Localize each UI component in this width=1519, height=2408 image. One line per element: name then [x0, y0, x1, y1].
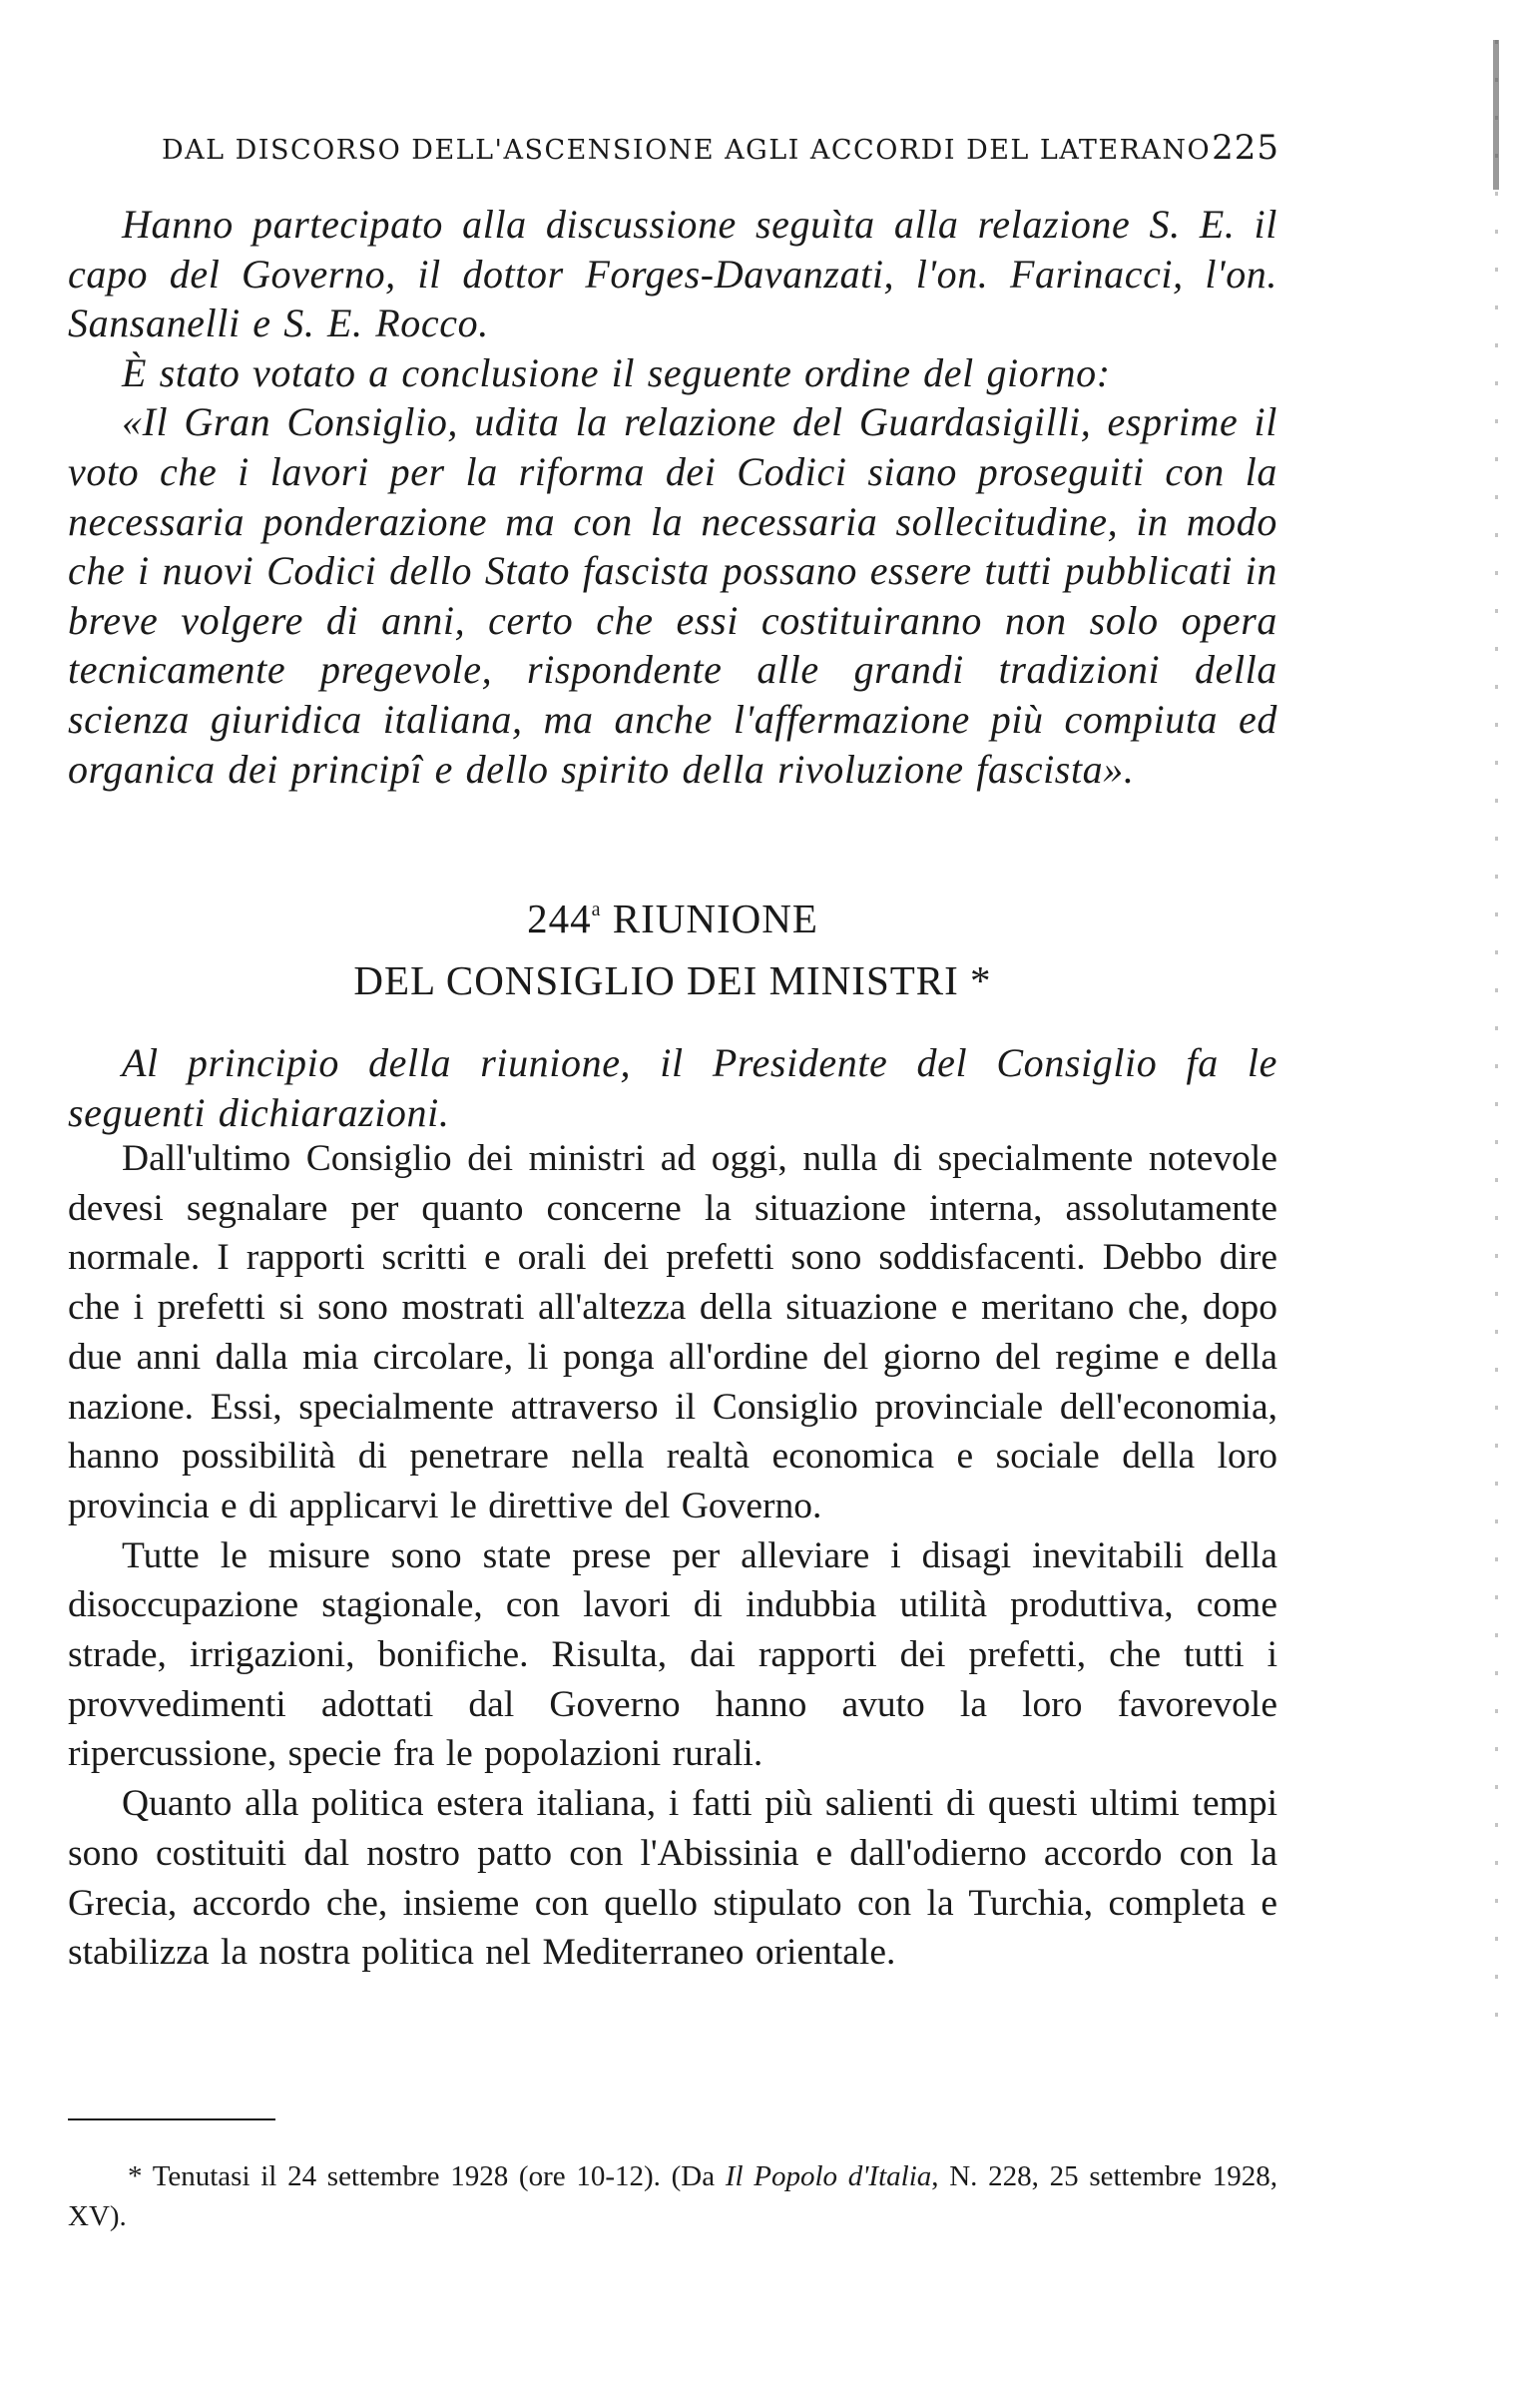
- meeting-number: 244: [527, 896, 592, 941]
- body-paragraph-internal-situation: Dall'ultimo Consiglio dei ministri ad oggi, nulla di specialmente notevole devesi segnalare per quanto concerne la situazione interna, assolutamente normale. I rapporti scritti e orali dei prefetti sono soddisfacenti. Debbo dire che i prefetti si sono mostrati all'altezza della situazione e meritano che, dopo due anni dalla mia circolare, li ponga all'ordine del giorno del regime e della nazione. Essi, specialmente attraverso il Consiglio provinciale dell'economia, hanno possibilità di penetrare nella realtà economica e sociale della loro provincia e di applicarvi le direttive del Governo.: [68, 1138, 1277, 1526]
- footnote-source: Il Popolo d'Italia: [725, 2160, 932, 2192]
- body-paragraph-unemployment: Tutte le misure sono state prese per alleviare i disagi inevitabili della disoccupazione stagionale, con lavori di indubbia utilità produttiva, come strade, irrigazioni, bonifiche. Risulta, dai rapporti dei prefetti, che tutti i provvedimenti adottati dal Governo hanno avuto la loro favorevole ripercussione, specie fra le popolazioni rurali.: [68, 1534, 1277, 1775]
- intro-section: [68, 200, 1277, 794]
- intro-vote-paragraph: È stato votato a conclusione il seguente ordine del giorno:: [122, 349, 1111, 395]
- meeting-ordinal: a: [591, 899, 602, 920]
- body-paragraph-foreign-policy: Quanto alla politica estera italiana, i fatti più salienti di questi ultimi tempi sono costituiti dal nostro patto con l'Abissinia e dall'odierno accordo con la Grecia, accordo che, insieme con quello stipulato con la Turchia, completa e stabilizza la nostra politica nel Mediterraneo orientale.: [68, 1783, 1277, 1974]
- lead-paragraph-block: [68, 1038, 1277, 1137]
- scan-edge-marks: [1435, 40, 1505, 2236]
- order-of-the-day-quote: «Il Gran Consiglio, udita la relazione del Guardasigilli, esprime il voto che i lavori per la riforma dei Codici siano proseguiti con la necessaria ponderazione ma con la necessaria sollecitudine, in modo che i nuovi Codici dello Stato fascista possano essere tutti pubblicati in breve volgere di anni, certo che essi costituiranno non solo opera tecnicamente pregevole, rispondente alle grandi tradizioni della scienza giuridica italiana, ma anche l'affermazione più compiuta ed organica dei principî e dello spirito della rivoluzione fascista».: [68, 399, 1277, 792]
- section-heading-line-1: [68, 879, 1277, 949]
- scan-edge-streak: [1495, 40, 1498, 2037]
- lead-paragraph: Al principio della riunione, il Presidente del Consiglio fa le seguenti dichiarazioni.: [68, 1040, 1277, 1135]
- heading-riunione: RIUNIONE: [612, 896, 818, 941]
- body-text: [68, 1134, 1277, 1978]
- footnote-suffix: , N. 228, 25 settembre 1928, XV).: [68, 2160, 1278, 2232]
- page-number: 225: [1212, 128, 1279, 168]
- footnote-prefix: * Tenutasi il 24 settembre 1928 (ore 10-12). (Da: [128, 2160, 726, 2192]
- intro-participants-paragraph: Hanno partecipato alla discussione seguìta alla relazione S. E. il capo del Governo, il dottor Forges-Davanzati, l'on. Farinacci, l'on. Sansanelli e S. E. Rocco.: [68, 202, 1277, 346]
- running-head-title: DAL DISCORSO DELL'ASCENSIONE AGLI ACCORDI DEL LATERANO: [162, 135, 1212, 166]
- section-heading-line-2: DEL CONSIGLIO DEI MINISTRI *: [353, 957, 992, 1003]
- running-head: [162, 128, 1279, 168]
- section-heading: [68, 879, 1277, 1011]
- footnote-rule: [68, 2118, 275, 2120]
- footnote: [68, 2156, 1277, 2236]
